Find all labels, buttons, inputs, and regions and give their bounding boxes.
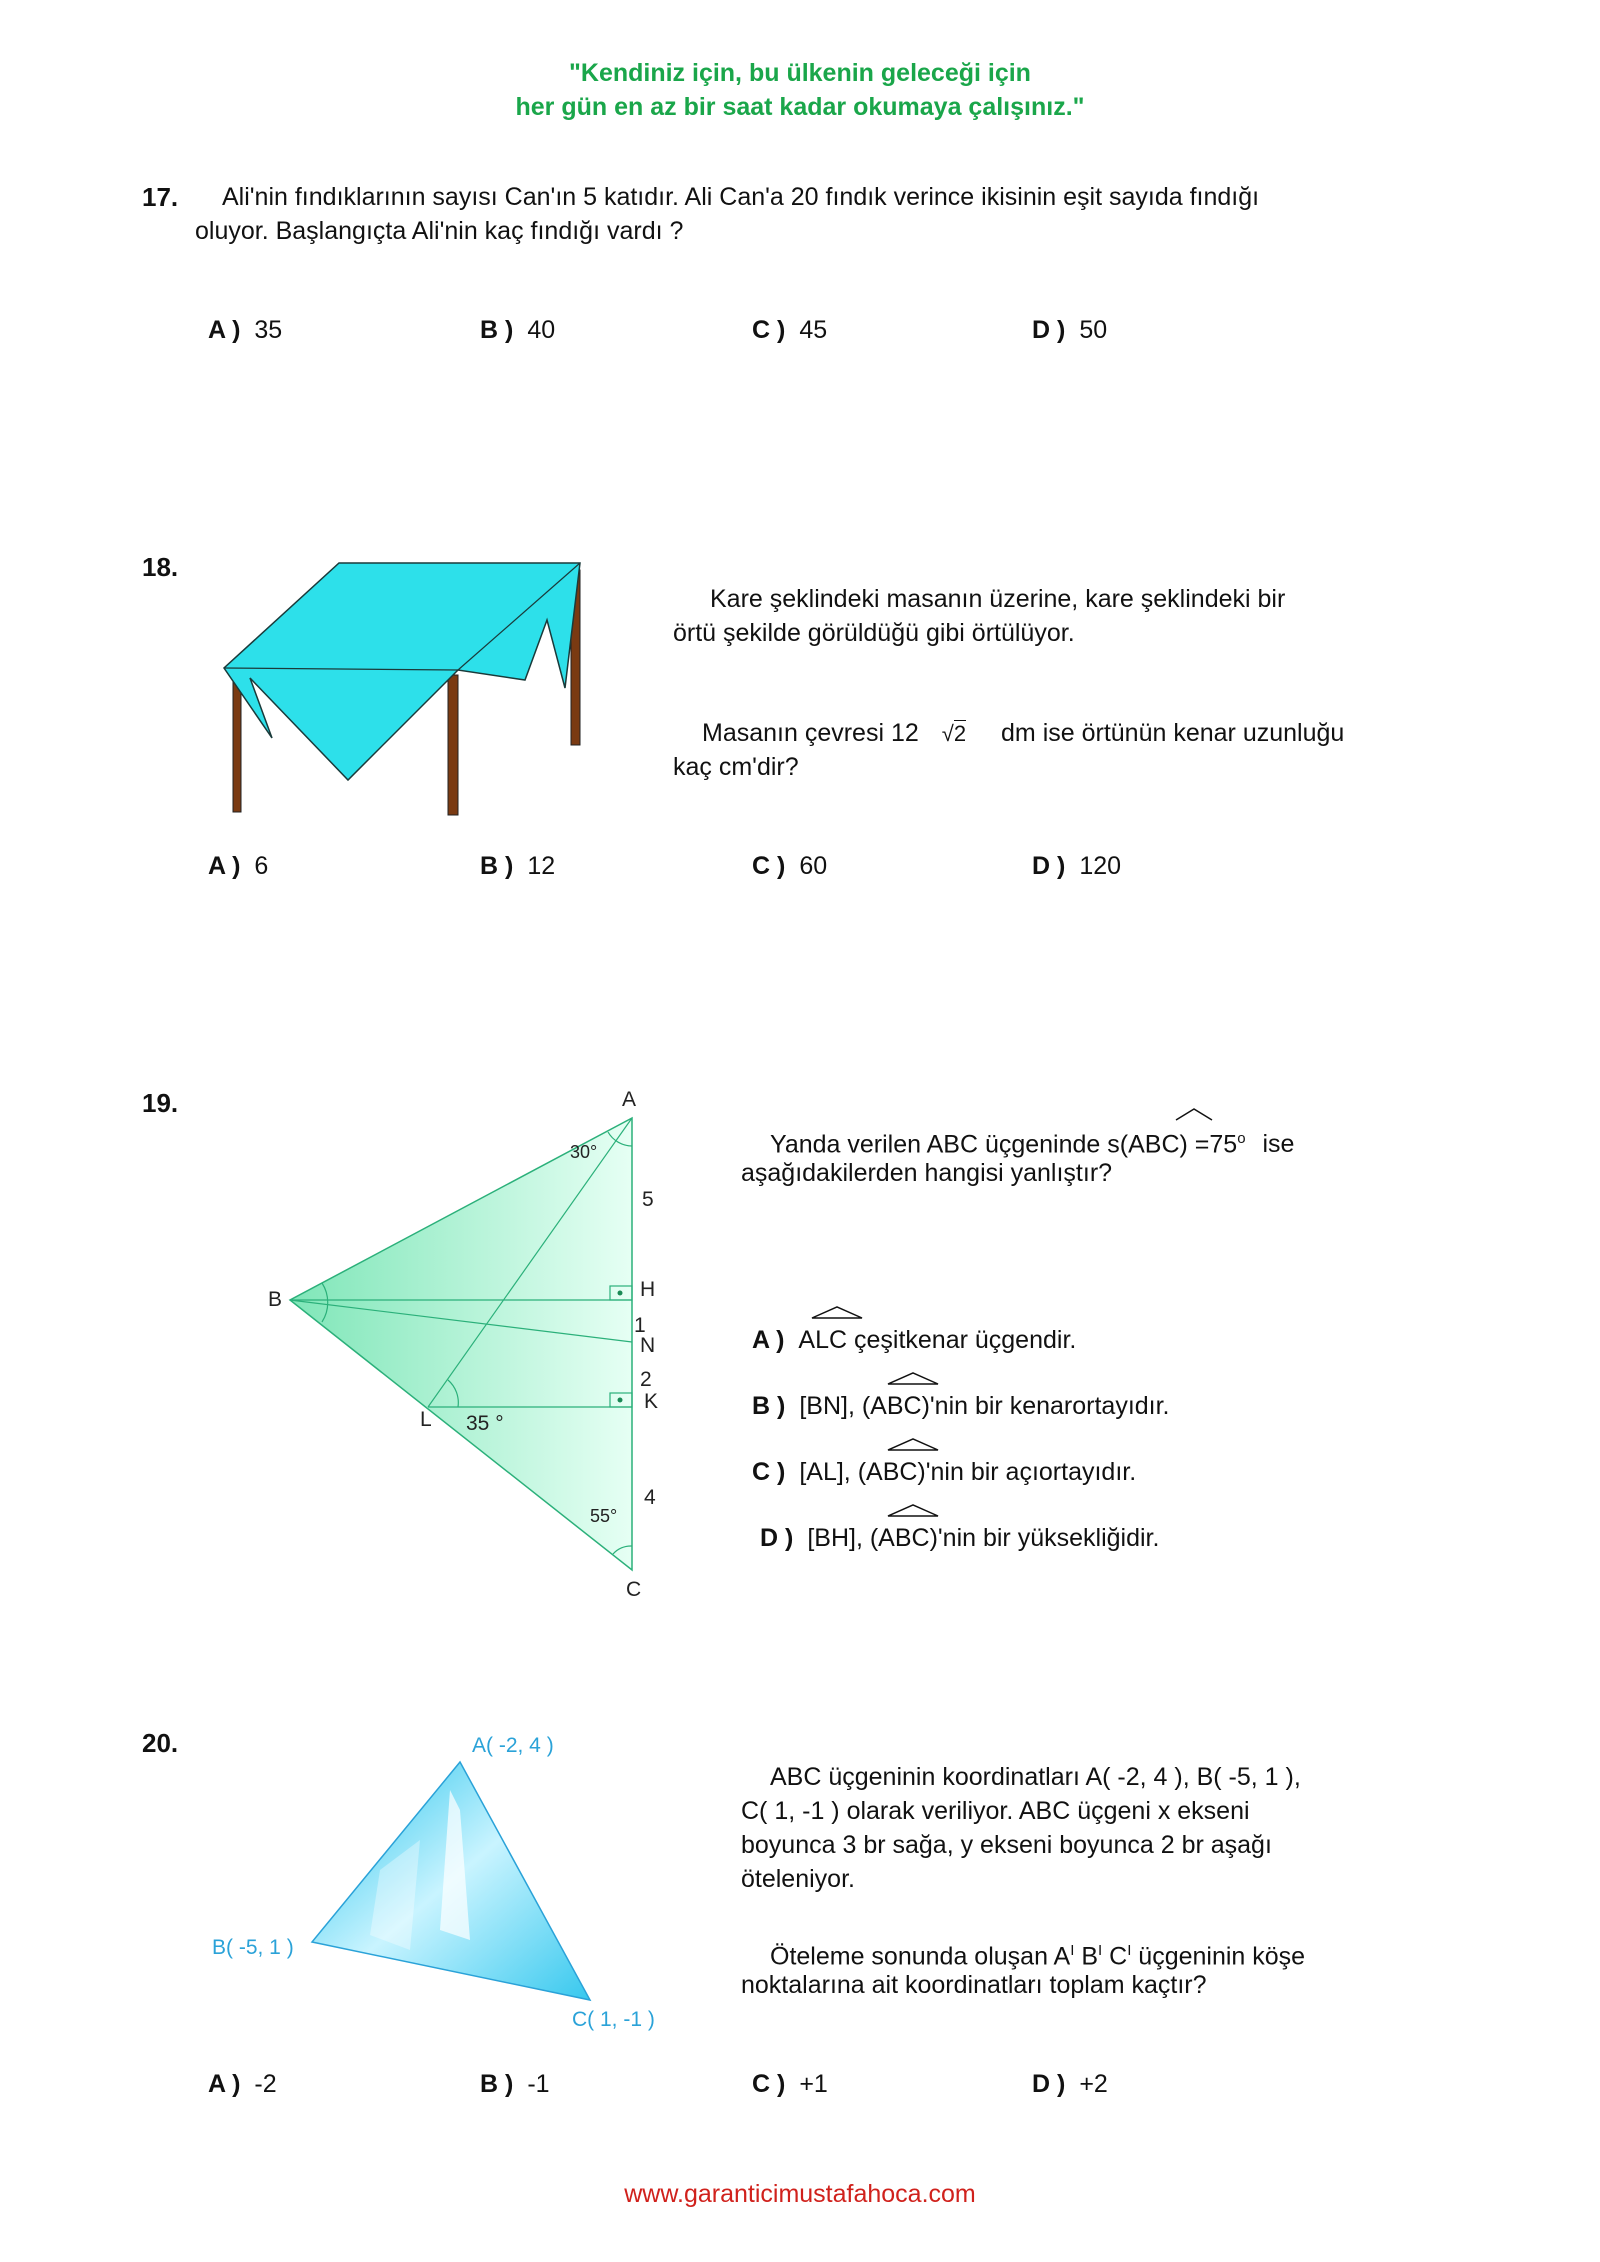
question-20-p1-line-2: C( 1, -1 ) olarak veriliyor. ABC üçgeni x ekseni <box>741 1797 1250 1825</box>
angle-label-c: 55° <box>590 1506 618 1526</box>
option-value: 50 <box>1079 316 1108 344</box>
question-18-p2-line-2: kaç cm'dir? <box>673 753 799 781</box>
q18-option-a[interactable] <box>208 852 268 881</box>
option-value: -1 <box>527 2070 550 2098</box>
option-letter: C ) <box>752 316 786 344</box>
motto-line-1: "Kendiniz için, bu ülkenin geleceği için <box>569 59 1031 87</box>
footer-website-link[interactable]: www.garanticimustafahoca.com <box>624 2180 976 2208</box>
vertex-label-a: A <box>622 1088 637 1111</box>
vertex-label-b: B <box>268 1288 283 1311</box>
vertex-label-c: C <box>626 1578 642 1601</box>
q17-option-d[interactable] <box>1032 316 1107 345</box>
option-letter: A ) <box>208 316 241 344</box>
prime-mark: I <box>1098 1942 1103 1959</box>
option-letter: B ) <box>752 1392 786 1420</box>
option-value: 6 <box>254 852 269 880</box>
option-letter: B ) <box>480 2070 514 2098</box>
option-letter: D ) <box>760 1524 794 1552</box>
option-value: 12 <box>527 852 556 880</box>
triangle-hat-abc <box>886 1502 940 1518</box>
coord-label-c: C( 1, -1 ) <box>572 2008 655 2031</box>
table-with-cloth-figure <box>210 550 590 820</box>
option-value: +2 <box>1079 2070 1108 2098</box>
question-20-p1-line-4: öteleniyor. <box>741 1865 855 1893</box>
option-letter: B ) <box>480 316 514 344</box>
option-letter: D ) <box>1032 316 1066 344</box>
option-letter: D ) <box>1032 2070 1066 2098</box>
angle-hat-abc <box>1174 1106 1214 1122</box>
segment-label-kc: 4 <box>644 1486 656 1509</box>
option-value: 45 <box>799 316 828 344</box>
option-letter: D ) <box>1032 852 1066 880</box>
option-letter: A ) <box>752 1326 785 1354</box>
option-letter: C ) <box>752 852 786 880</box>
q19-option-c[interactable] <box>752 1458 1136 1487</box>
table-leg <box>448 675 458 815</box>
degree-mark: o <box>1237 1130 1246 1147</box>
q19-option-a[interactable] <box>752 1326 1076 1355</box>
option-value: 60 <box>799 852 828 880</box>
option-letter: C ) <box>752 2070 786 2098</box>
perimeter-text: Masanın çevresi 12 <box>702 719 919 747</box>
option-value: [BN], (ABC)'nin bir kenarortayıdır. <box>799 1392 1170 1420</box>
table-leg <box>233 675 241 812</box>
question-18-p2-line-1 <box>702 716 1344 751</box>
tablecloth <box>224 563 580 780</box>
question-17-number: 17. <box>142 182 179 212</box>
option-letter: B ) <box>480 852 514 880</box>
q17-option-a[interactable] <box>208 316 282 345</box>
text-a: Öteleme sonunda oluşan A <box>770 1942 1071 1971</box>
triangle-abc <box>290 1118 632 1570</box>
segment-label-hn: 1 <box>634 1314 646 1337</box>
option-letter: A ) <box>208 2070 241 2098</box>
segment-label-ah: 5 <box>642 1188 654 1211</box>
question-20-number: 20. <box>142 1728 179 1758</box>
question-18-p1-line-1: Kare şeklindeki masanın üzerine, kare şeklindeki bir <box>710 585 1286 613</box>
question-19-number: 19. <box>142 1088 179 1118</box>
q20-option-c[interactable] <box>752 2070 828 2099</box>
triangle-coordinates-figure <box>300 1750 600 2010</box>
question-17-line-1: Ali'nin fındıklarının sayısı Can'ın 5 katıdır. Ali Can'a 20 fındık verince ikisinin eşit sayıda fındığı <box>222 183 1260 211</box>
q20-option-b[interactable] <box>480 2070 550 2099</box>
triangle-hat-abc <box>886 1436 940 1452</box>
question-19-text-end: ise <box>1262 1130 1295 1159</box>
q20-option-a[interactable] <box>208 2070 277 2099</box>
q18-option-d[interactable] <box>1032 852 1121 881</box>
prime-mark: I <box>1070 1942 1075 1959</box>
point-label-n: N <box>640 1334 656 1357</box>
question-20-p1-line-1: ABC üçgeninin koordinatları A( -2, 4 ), B( -5, 1 ), <box>770 1763 1301 1791</box>
question-17-line-2: oluyor. Başlangıçta Ali'nin kaç fındığı vardı ? <box>195 217 684 245</box>
perimeter-text-end: dm ise örtünün kenar uzunluğu <box>1001 719 1345 747</box>
q19-option-d[interactable] <box>760 1524 1159 1553</box>
q20-option-d[interactable] <box>1032 2070 1108 2099</box>
option-value: ALC çeşitkenar üçgendir. <box>798 1326 1077 1354</box>
angle-label-a: 30° <box>570 1142 598 1162</box>
q19-option-b[interactable] <box>752 1392 1170 1421</box>
question-18-p1-line-2: örtü şekilde görüldüğü gibi örtülüyor. <box>673 619 1075 647</box>
text-end: üçgeninin köşe <box>1131 1942 1306 1971</box>
question-19-line-2: aşağıdakilerden hangisi yanlıştır? <box>741 1159 1113 1187</box>
question-20-p1-line-3: boyunca 3 br sağa, y ekseni boyunca 2 br aşağı <box>741 1831 1272 1859</box>
q18-option-b[interactable] <box>480 852 555 881</box>
point-label-l: L <box>420 1408 432 1431</box>
option-value: [BH], (ABC)'nin bir yüksekliğidir. <box>807 1524 1160 1552</box>
question-19-text: Yanda verilen ABC üçgeninde s(ABC) =75 <box>770 1130 1238 1159</box>
option-value: +1 <box>799 2070 828 2098</box>
angle-label-l: 35 ° <box>466 1412 504 1435</box>
prime-mark: I <box>1127 1942 1132 1959</box>
option-value: 40 <box>527 316 556 344</box>
option-value: [AL], (ABC)'nin bir açıortayıdır. <box>799 1458 1137 1486</box>
segment-label-nk: 2 <box>640 1368 652 1391</box>
triangle-hat-abc <box>886 1370 940 1386</box>
option-value: -2 <box>254 2070 277 2098</box>
sqrt-symbol: √2 <box>941 721 967 746</box>
point-label-k: K <box>644 1390 659 1413</box>
sqrt-value: 2 <box>953 721 967 746</box>
question-20-p2-line-2: noktalarına ait koordinatları toplam kaçtır? <box>741 1971 1207 1999</box>
motto-line-2: her gün en az bir saat kadar okumaya çalışınız." <box>515 93 1085 121</box>
coord-label-b: B( -5, 1 ) <box>212 1936 294 1959</box>
point-label-h: H <box>640 1278 656 1301</box>
text-c: C <box>1102 1942 1128 1971</box>
q17-option-c[interactable] <box>752 316 827 345</box>
q18-option-c[interactable] <box>752 852 827 881</box>
option-value: 120 <box>1079 852 1122 880</box>
question-18-number: 18. <box>142 552 179 582</box>
option-letter: A ) <box>208 852 241 880</box>
triangle-hat-alc <box>810 1304 864 1320</box>
q17-option-b[interactable] <box>480 316 555 345</box>
option-value: 35 <box>254 316 283 344</box>
text-b: B <box>1074 1942 1099 1971</box>
coord-label-a: A( -2, 4 ) <box>472 1734 554 1757</box>
option-letter: C ) <box>752 1458 786 1486</box>
